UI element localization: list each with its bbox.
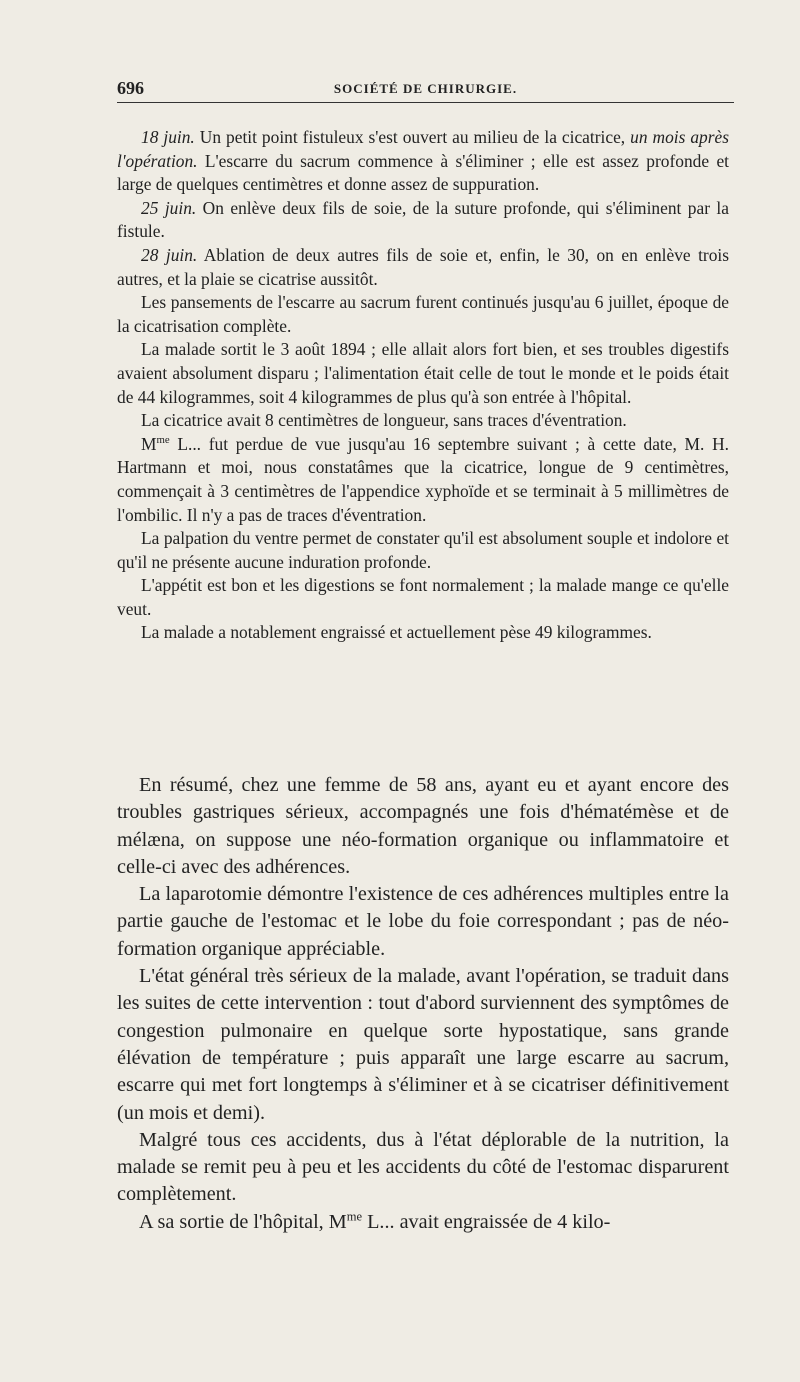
paragraph — [117, 1209, 729, 1236]
paragraph — [117, 433, 729, 527]
paragraph: La malade sortit le 3 août 1894 ; elle allait alors fort bien, et ses troubles digestifs avaient absolument disparu ; l'alimentation était celle de tout le monde et le poids était de 44 kilogrammes, soit 4 kilogrammes de plus qu'à son entrée à l'hôpital. — [117, 339, 729, 407]
paragraph — [117, 126, 729, 197]
summary-text — [117, 772, 729, 1236]
paragraph: L'appétit est bon et les digestions se font normalement ; la malade mange ce qu'elle veut. — [117, 575, 729, 619]
paragraph — [117, 244, 729, 291]
date-label: 28 juin. — [141, 244, 198, 265]
running-head: SOCIÉTÉ DE CHIRURGIE. — [333, 81, 518, 96]
paragraph: Malgré tous ces accidents, dus à l'état déplorable de la nutrition, la malade se remit peu à peu et les accidents du côté de l'estomac disparurent complètement. — [117, 1128, 729, 1206]
paragraph-text: L... avait engraissée de 4 kilo- — [362, 1210, 611, 1233]
paragraph: L'état général très sérieux de la malade, avant l'opération, se traduit dans les suites de cette intervention : tout d'abord surviennent des symptômes de congestion pulmonaire en quelque sorte hypostatique, sans grande élévation de température ; puis apparaît une large escarre au sacrum, escarre qui met fort longtemps à s'éliminer et à se cicatriser définitivement (un mois et demi). — [117, 965, 729, 1124]
header-rule — [117, 102, 734, 103]
paragraph-text: A sa sortie de l'hôpital, M — [139, 1210, 347, 1233]
paragraph: En résumé, chez une femme de 58 ans, ayant eu et ayant encore des troubles gastriques sérieux, accompagnés une fois d'hématémèse et de mélæna, on suppose une néo-formation organique ou inflammatoire et celle-ci avec des adhérences. — [117, 774, 729, 878]
superscript: me — [156, 433, 170, 446]
date-label: 18 juin. — [141, 127, 195, 147]
page-number: 696 — [117, 78, 144, 98]
paragraph-text: M — [141, 433, 157, 454]
superscript: me — [346, 1209, 363, 1224]
paragraph-text: L'escarre du sacrum commence à s'éliminer ; elle est assez profonde et large de quelques centimètres et donne assez de suppuration. — [117, 150, 729, 195]
paragraph-text: Un petit point fistuleux s'est ouvert au milieu de la cicatrice, — [194, 127, 631, 147]
emphasis-text: un mois après l'opération. — [117, 127, 730, 171]
paragraph-text: On enlève deux fils de soie, de la suture profonde, qui s'éliminent par la fistule. — [117, 197, 729, 242]
paragraph-text: Ablation de deux autres fils de soie et, enfin, le 30, on en enlève trois autres, et la plaie se cicatrise aussitôt. — [117, 244, 729, 289]
date-label: 25 juin. — [141, 197, 197, 218]
paragraph: La cicatrice avait 8 centimètres de longueur, sans traces d'éventration. — [141, 410, 627, 431]
paragraph: Les pansements de l'escarre au sacrum furent continués jusqu'au 6 juillet, époque de la cicatrisation complète. — [117, 292, 729, 336]
paragraph: La malade a notablement engraissé et actuellement pèse 49 kilogrammes. — [141, 622, 652, 643]
paragraph: La palpation du ventre permet de constater qu'il est absolument souple et indolore et qu'il ne présente aucune induration profonde. — [117, 528, 729, 572]
paragraph-text: L... fut perdue de vue jusqu'au 16 septembre suivant ; à cette date, M. H. Hartmann et moi, nous constatâmes que la cicatrice, longue de 9 centimètres, commençait à 3 centimètres de l'appendice xyphoïde et se terminait à 5 millimètres de l'ombilic. Il n'y a pas de traces d'éventration. — [117, 433, 729, 525]
paragraph — [117, 197, 729, 244]
paragraph: La laparotomie démontre l'existence de ces adhérences multiples entre la partie gauche de l'estomac et le lobe du foie correspondant ; pas de néo-formation organique appréciable. — [117, 883, 729, 960]
page-header — [117, 78, 734, 102]
observation-text — [117, 126, 729, 645]
